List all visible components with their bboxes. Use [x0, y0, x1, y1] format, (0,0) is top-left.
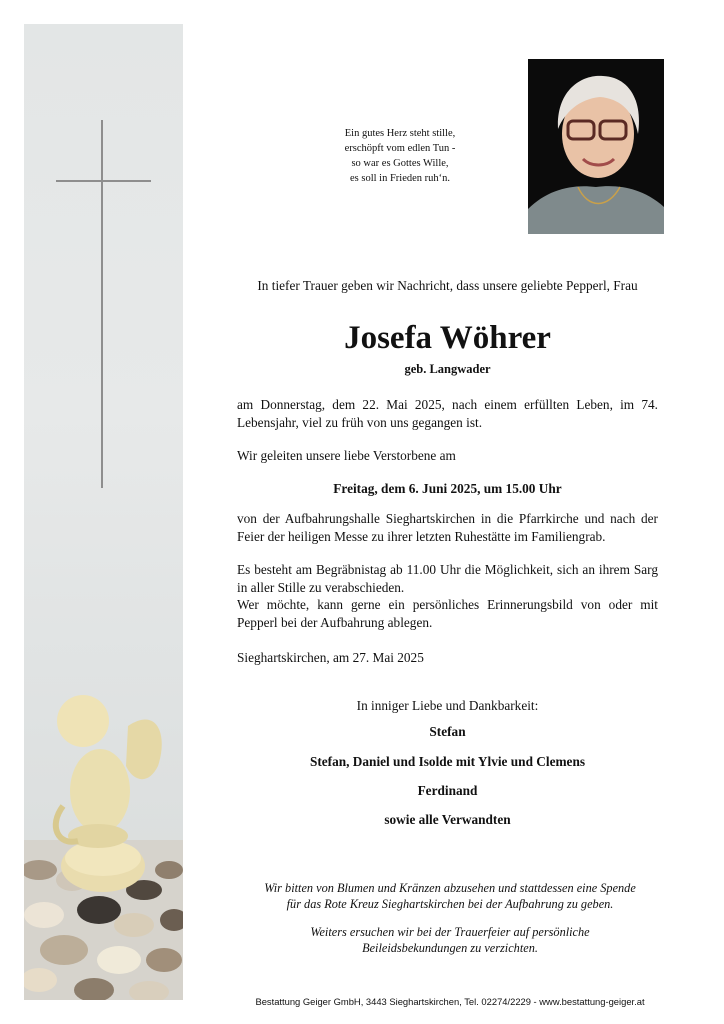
mourner-name: Ferdinand	[417, 783, 478, 798]
farewell-paragraph	[237, 561, 658, 631]
condolences-note-line: Beileidsbekundungen zu verzichten.	[362, 941, 538, 955]
death-paragraph: am Donnerstag, dem 22. Mai 2025, nach einem erfüllten Leben, im 74. Lebensjahr, viel zu früh von uns gegangen ist.	[237, 397, 658, 430]
maiden-name: geb. Langwader	[404, 362, 491, 376]
condolences-note	[200, 924, 700, 956]
farewell-text-1: Es besteht am Begräbnistag ab 11.00 Uhr die Möglichkeit, sich an ihrem Sarg in aller Stille zu verabschieden.	[237, 562, 658, 595]
cross-icon-horizontal	[56, 180, 151, 182]
quote-line: so war es Gottes Wille,	[351, 158, 449, 169]
gratitude-line: In inniger Liebe und Dankbarkeit:	[356, 698, 539, 713]
flowers-note-line: für das Rote Kreuz Sieghartskirchen bei der Aufbahrung zu geben.	[286, 897, 614, 911]
farewell-text-2: Wer möchte, kann gerne ein persönliches Erinnerungsbild von oder mit Pepperl bei der Aufbahrung ablegen.	[237, 597, 658, 630]
flowers-note	[200, 880, 700, 912]
deceased-name: Josefa Wöhrer	[344, 320, 551, 356]
funeral-home-footer: Bestattung Geiger GmbH, 3443 Sieghartskirchen, Tel. 02274/2229 - www.bestattung-geiger.at	[255, 996, 645, 1007]
route-paragraph: von der Aufbahrungshalle Sieghartskirchen in die Pfarrkirche und nach der Feier der heiligen Messe zu ihrer letzten Ruhestätte im Familiengrab.	[237, 511, 658, 544]
angel-figurine-image	[38, 686, 168, 896]
place-date: Sieghartskirchen, am 27. Mai 2025	[237, 650, 424, 665]
quote-line: es soll in Frieden ruh‘n.	[349, 173, 451, 184]
quote-line: erschöpft vom edlen Tun -	[344, 143, 456, 154]
mourner-name: Stefan, Daniel und Isolde mit Ylvie und Clemens	[309, 754, 586, 769]
quote-line: Ein gutes Herz steht stille,	[344, 128, 456, 139]
mourner-name: sowie alle Verwandten	[384, 812, 511, 827]
funeral-date: Freitag, dem 6. Juni 2025, um 15.00 Uhr	[333, 481, 562, 496]
flowers-note-line: Wir bitten von Blumen und Kränzen abzusehen und stattdessen eine Spende	[264, 881, 636, 895]
mourner-name: Stefan	[429, 724, 466, 739]
memorial-quote	[300, 126, 500, 186]
portrait-photo	[528, 59, 664, 234]
escort-paragraph: Wir geleiten unsere liebe Verstorbene am	[237, 448, 456, 463]
cross-icon-vertical	[101, 120, 103, 488]
intro-text: In tiefer Trauer geben wir Nachricht, dass unsere geliebte Pepperl, Frau	[257, 278, 638, 293]
condolences-note-line: Weiters ersuchen wir bei der Trauerfeier auf persönliche	[310, 925, 590, 939]
